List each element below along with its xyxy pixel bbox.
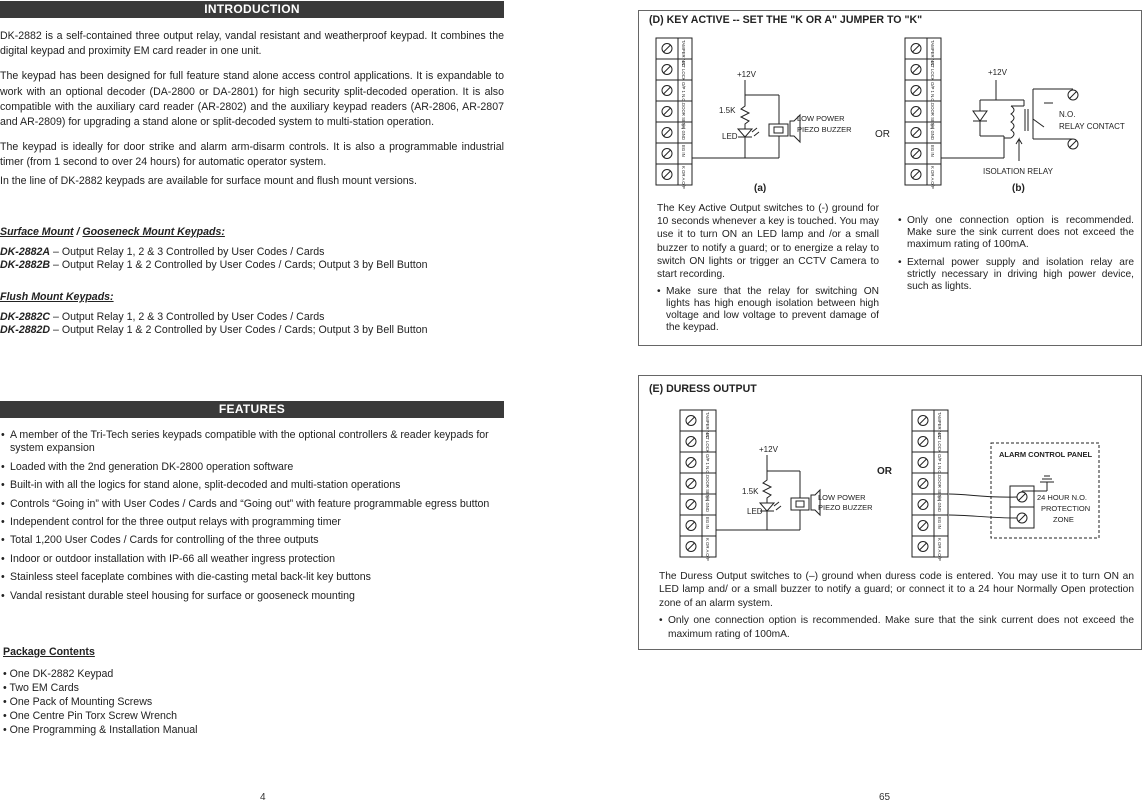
v12-label: +12V [737,70,756,79]
relay-terminal-icon [1068,139,1078,149]
duress-diagram [639,376,1141,561]
key-active-bullet: • External power supply and isolation relay are strictly necessary in driving high power device, such as lights. [898,257,1134,293]
intro-paragraph: DK-2882 is a self-contained three output relay, vandal resistant and weatherproof keypad. It combines the digital keypad and proximity EM card reader in one unit. [0,30,504,58]
surface-models [0,246,504,273]
key-active-bullet: • Only one connection option is recommended. Make sure the sink current does not exceed the maximum rating of 100mA. [898,215,1134,251]
feature-item: • Stainless steel faceplate combines with die-casting metal back-lit key buttons [0,571,504,584]
left-page [0,0,504,801]
isolation-relay-label: ISOLATION RELAY [983,167,1053,176]
key-active-title: (D) KEY ACTIVE -- SET THE "K OR A" JUMPER TO "K" [649,14,923,26]
model-line: DK-2882D – Output Relay 1 & 2 Controlled by User Codes / Cards; Output 3 by Bell Button [0,324,428,337]
buzzer-label: PIEZO BUZZER [797,125,852,134]
relay-contact-label: N.O. [1059,110,1076,119]
terminal-block-b [905,38,941,189]
v12-label: +12V [759,445,778,454]
terminal-block-b [912,410,948,561]
key-active-description: The Key Active Output switches to (-) ground for 10 seconds whenever a key is touched. You may use it to turn ON an LED lamp and /or a small buzzer to notify a guard; or to energize a relay to switch ON lights or trigger an CCTV Camera to start recording. [657,203,879,281]
or-label: OR [875,129,890,140]
package-contents-list [3,667,198,737]
resistor-label: 1.5K [719,106,736,115]
key-active-bullet: • Make sure that the relay for switching ON lights has high enough isolation between high voltage and low voltage to prevent damage of the keypad. [657,286,879,334]
resistor-label: 1.5K [742,487,759,496]
intro-paragraph: The keypad has been designed for full feature stand alone access control applications. It is expandable to work with an optional decoder (DA-2800 or DA-2801) for high security split-decoded operation. It is also compatible with the auxiliary card reader (AR-2802) and the auxiliary keypad readers (AR-2806, AR-2807 and AR-2809) for upgrading a stand alone or split-decoded system to multi-station operation. [0,70,504,129]
feature-item: • Vandal resistant durable steel housing for surface or gooseneck mounting [0,590,504,603]
buzzer-label: LOW POWER [797,114,845,123]
model-line: DK-2882A – Output Relay 1, 2 & 3 Controlled by User Codes / Cards [0,246,325,258]
model-line: DK-2882C – Output Relay 1, 2 & 3 Controlled by User Codes / Cards [0,311,325,323]
key-active-diagram [639,11,1141,196]
zone-terminal-icon [1017,492,1027,502]
intro-paragraph: In the line of DK-2882 keypads are available for surface mount and flush mount versions. [0,174,417,187]
feature-item: • Controls “Going in” with User Codes / Cards and “Going out” with feature programmable egress button [0,498,504,511]
package-item: • One Programming & Installation Manual [3,724,198,736]
led-label: LED [747,507,763,516]
duress-bullet: • Only one connection option is recommended. Make sure that the sink current does not exceed the maximum rating of 100mA. [659,614,1134,641]
features-header: FEATURES [0,401,504,418]
zone-label: ZONE [1053,515,1074,524]
duress-output-title: (E) DURESS OUTPUT [649,383,757,395]
features-list [0,429,504,603]
feature-item: • Independent control for the three output relays with programming timer [0,516,504,529]
duress-output-box [638,375,1142,650]
intro-paragraph: The keypad is ideally for door strike and alarm arm-disarm controls. It is also a programmable industrial timer (from 1 second to over 24 hours) for automatic operator system. [0,141,504,169]
caption-a: (a) [754,183,767,194]
or-label: OR [877,466,892,477]
page-number-left: 4 [260,792,266,803]
package-contents-heading: Package Contents [3,646,95,658]
surface-mount-heading: Surface Mount / Gooseneck Mount Keypads: [0,226,225,238]
package-item: • One Centre Pin Torx Screw Wrench [3,710,178,722]
buzzer-label: PIEZO BUZZER [818,503,873,512]
zone-label: PROTECTION [1041,504,1091,513]
package-item: • Two EM Cards [3,682,79,694]
led-label: LED [722,132,738,141]
feature-item: • Loaded with the 2nd generation DK-2800 operation software [0,461,504,474]
key-active-left-text [657,202,879,334]
feature-item: • Total 1,200 User Codes / Cards for controlling of the three outputs [0,534,504,547]
package-item: • One DK-2882 Keypad [3,668,114,680]
buzzer-label: LOW POWER [818,493,866,502]
package-item: • One Pack of Mounting Screws [3,696,153,708]
duress-text [659,570,1134,641]
model-line: DK-2882B – Output Relay 1 & 2 Controlled by User Codes / Cards; Output 3 by Bell Button [0,259,428,272]
caption-b: (b) [1012,183,1025,194]
feature-item: • Built-in with all the logics for stand alone, split-decoded and multi-station operations [0,479,504,492]
feature-item: • Indoor or outdoor installation with IP-66 all weather ingress protection [0,553,504,566]
relay-terminal-icon [1068,90,1078,100]
flush-mount-heading: Flush Mount Keypads: [0,291,114,303]
feature-item: • A member of the Tri-Tech series keypads compatible with the optional controllers & reader keypads for system expansion [0,429,504,456]
key-active-right-text [898,215,1134,293]
page-number-right: 65 [879,792,891,803]
introduction-header: INTRODUCTION [0,1,504,18]
terminal-block-a [656,38,692,189]
v12-label: +12V [988,68,1007,77]
duress-description: The Duress Output switches to (–) ground when duress code is entered. You may use it to turn ON an LED lamp and/ or a small buzzer to notify a guard; or connect it to a 24 hour Normally Open protection zone of an alarm system. [659,571,1134,609]
introduction-body [0,29,504,189]
terminal-block-a [680,410,716,561]
alarm-panel-label: ALARM CONTROL PANEL [999,450,1093,459]
flush-models [0,311,504,338]
key-active-box [638,10,1142,346]
zone-terminal-icon [1017,513,1027,523]
zone-label: 24 HOUR N.O. [1037,493,1088,502]
relay-contact-label: RELAY CONTACT [1059,122,1125,131]
